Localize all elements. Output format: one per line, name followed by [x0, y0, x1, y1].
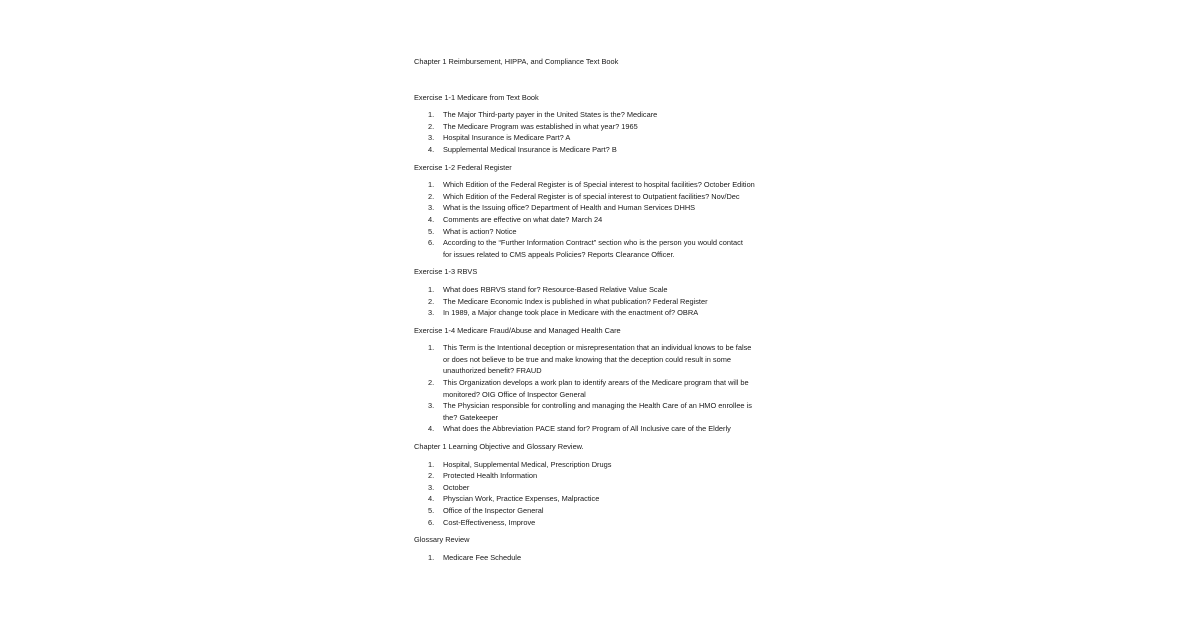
list-item [414, 284, 794, 296]
list-item-text: The Medicare Economic Index is published in what publication? Federal Register [443, 296, 708, 306]
list-item-number: 5. [428, 226, 435, 236]
list-item-number: 2. [428, 121, 435, 131]
list-item [414, 459, 794, 471]
list-item-number: 3. [428, 482, 435, 492]
list-item-text: the? Gatekeeper [443, 412, 499, 422]
list-item-text: or does not believe to be true and make knowing that the deception could result in some [443, 354, 732, 364]
section-heading: Exercise 1-1 Medicare from Text Book [414, 92, 539, 102]
list-item-text: Which Edition of the Federal Register is of special interest to Outpatient facilities? Nov/Dec [443, 191, 740, 201]
document-sections [414, 92, 794, 564]
list-item-number: 4. [428, 494, 435, 504]
list-item-text: The Major Third-party payer in the United States is the? Medicare [443, 110, 658, 120]
list-item-number: 3. [428, 308, 435, 318]
list-item [414, 482, 794, 494]
list-item-text: October [443, 482, 470, 492]
section-heading: Exercise 1-3 RBVS [414, 267, 478, 277]
document-page [414, 56, 794, 569]
list-item-text: Protected Health Information [443, 471, 538, 481]
list-item [414, 400, 794, 423]
list-item [414, 109, 794, 121]
list-item [414, 296, 794, 308]
list-item [414, 132, 794, 144]
list-item [414, 144, 794, 156]
list-item [414, 470, 794, 482]
list-item [414, 226, 794, 238]
list-item-number: 2. [428, 378, 435, 388]
section-heading: Exercise 1-2 Federal Register [414, 162, 512, 172]
document-title: Chapter 1 Reimbursement, HIPPA, and Compliance Text Book [414, 57, 619, 66]
list-item-text: What is the Issuing office? Department of Health and Human Services DHHS [443, 203, 696, 213]
list-item-number: 3. [428, 203, 435, 213]
list-item-text: Hospital Insurance is Medicare Part? A [443, 133, 571, 143]
list-item-text: Supplemental Medical Insurance is Medicare Part? B [443, 144, 617, 154]
list-item [414, 307, 794, 319]
list-item [414, 202, 794, 214]
list-item-number: 3. [428, 401, 435, 411]
list-item-text: What does RBRVS stand for? Resource-Based Relative Value Scale [443, 284, 668, 294]
section-heading: Glossary Review [414, 535, 470, 545]
list-item [414, 505, 794, 517]
list-item [414, 179, 794, 191]
list-item-number: 1. [428, 110, 435, 120]
numbered-list [414, 342, 794, 435]
list-item-text: According to the “Further Information Contract” section who is the person you would contact [443, 238, 743, 248]
list-item-number: 1. [428, 552, 435, 562]
section-heading: Chapter 1 Learning Objective and Glossary Review. [414, 442, 584, 452]
list-item-text: In 1989, a Major change took place in Medicare with the enactment of? OBRA [443, 308, 699, 318]
list-item-number: 1. [428, 459, 435, 469]
list-item-number: 2. [428, 191, 435, 201]
list-item-number: 4. [428, 424, 435, 434]
list-item-text: This Term is the Intentional deception or misrepresentation that an individual knows to be false [443, 343, 752, 353]
list-item-number: 5. [428, 506, 435, 515]
list-item-text: Which Edition of the Federal Register is of Special interest to hospital facilities? October Edition [443, 180, 755, 190]
list-item-number: 1. [428, 343, 435, 353]
list-item [414, 121, 794, 133]
list-item-number: 6. [428, 517, 435, 527]
list-item-number: 2. [428, 296, 435, 306]
list-item-text: The Medicare Program was established in what year? 1965 [443, 121, 638, 131]
list-item [414, 552, 794, 564]
list-item [414, 517, 794, 529]
list-item [414, 493, 794, 505]
list-item-text: Medicare Fee Schedule [443, 552, 522, 562]
numbered-list [414, 109, 794, 155]
list-item-number: 1. [428, 180, 435, 190]
list-item-text: Office of the Inspector General [443, 506, 544, 515]
list-item [414, 342, 794, 377]
list-item-text: What is action? Notice [443, 226, 517, 236]
numbered-list [414, 552, 794, 564]
list-item-text: Cost-Effectiveness, Improve [443, 517, 536, 527]
list-item-number: 6. [428, 238, 435, 248]
section-heading: Exercise 1-4 Medicare Fraud/Abuse and Managed Health Care [414, 325, 621, 335]
list-item-text: What does the Abbreviation PACE stand for? Program of All Inclusive care of the Elderly [443, 424, 731, 434]
list-item-number: 4. [428, 144, 435, 154]
numbered-list [414, 284, 794, 319]
list-item-number: 3. [428, 133, 435, 143]
list-item-text: Hospital, Supplemental Medical, Prescription Drugs [443, 459, 612, 469]
list-item-number: 4. [428, 214, 435, 224]
list-item-text: This Organization develops a work plan to identify arears of the Medicare program that will be [443, 378, 749, 388]
list-item-number: 1. [428, 284, 435, 294]
list-item [414, 237, 794, 260]
list-item-text: Comments are effective on what date? March 24 [443, 214, 603, 224]
list-item [414, 423, 794, 435]
list-item-text: The Physician responsible for controlling and managing the Health Care of an HMO enrollee is [443, 401, 752, 411]
list-item [414, 377, 794, 400]
list-item-text: monitored? OIG Office of Inspector General [443, 389, 586, 399]
numbered-list [414, 179, 794, 260]
list-item [414, 191, 794, 203]
list-item-text: Physcian Work, Practice Expenses, Malpractice [443, 494, 600, 504]
list-item [414, 214, 794, 226]
list-item-text: for issues related to CMS appeals Policies? Reports Clearance Officer. [443, 249, 675, 259]
numbered-list [414, 459, 794, 529]
list-item-number: 2. [428, 471, 435, 481]
list-item-text: unauthorized benefit? FRAUD [443, 366, 542, 376]
